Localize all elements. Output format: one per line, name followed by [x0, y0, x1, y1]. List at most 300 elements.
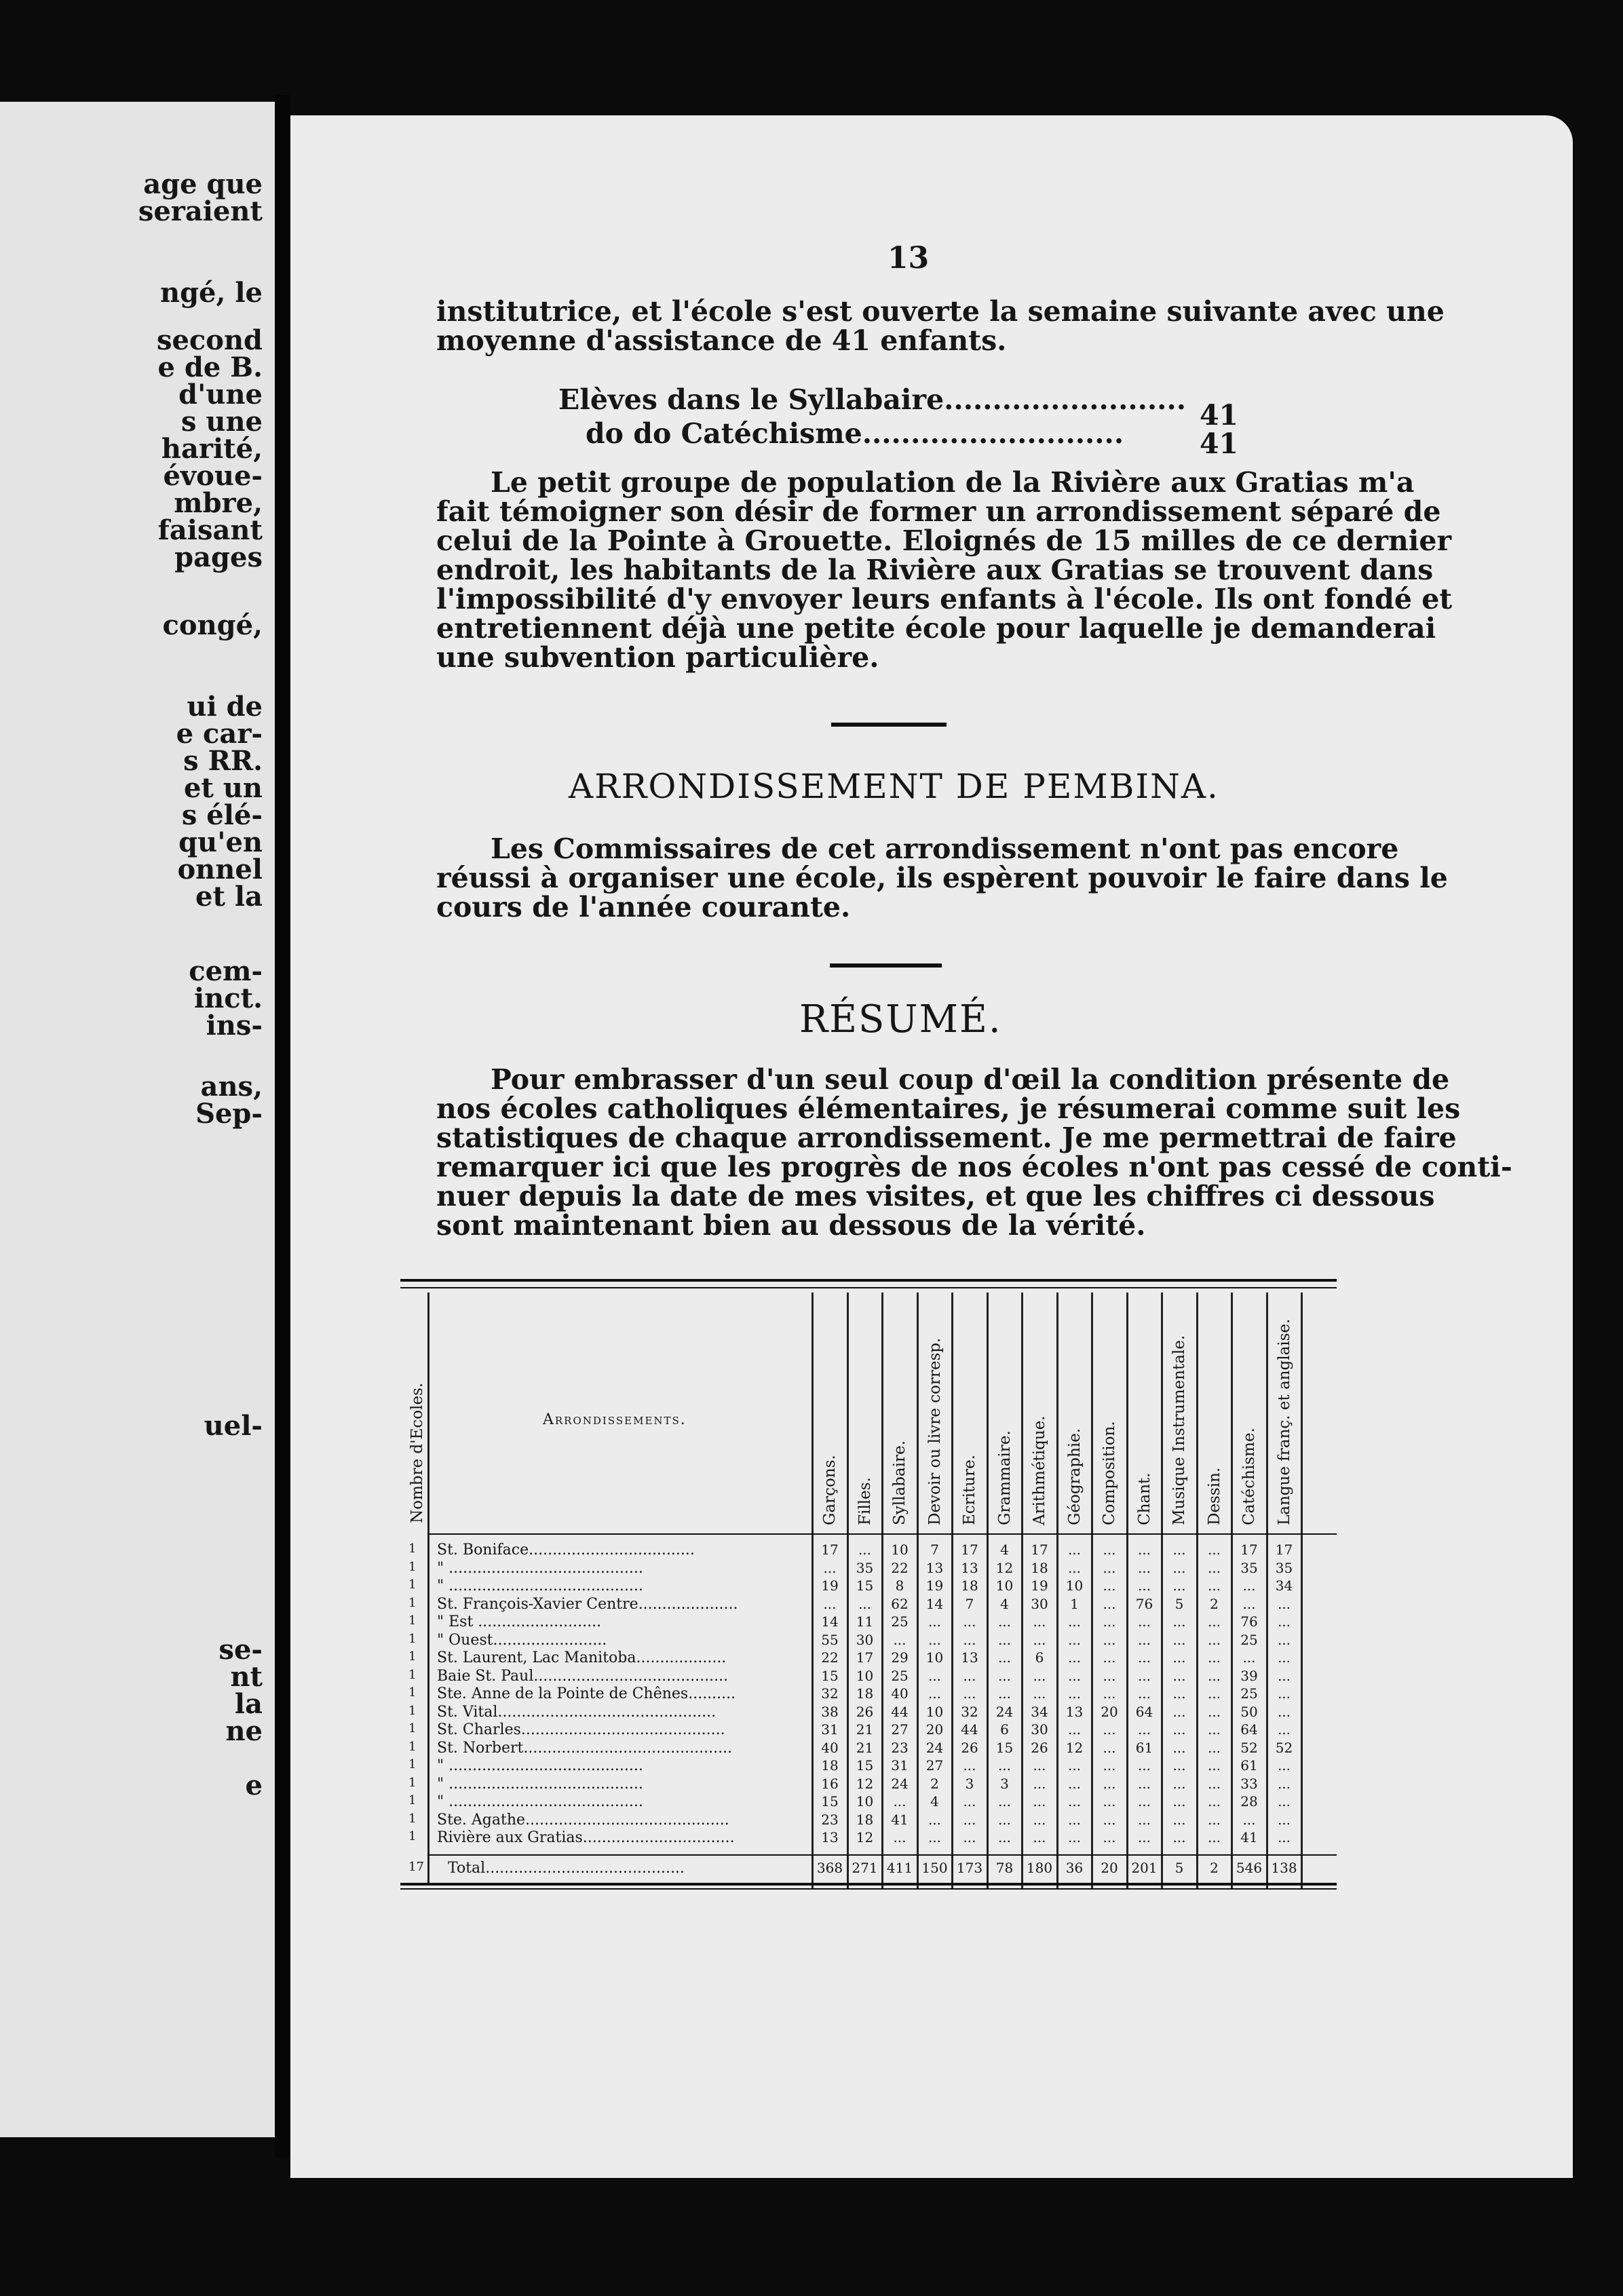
table-cell: 55 [821, 1631, 839, 1648]
column-rule [427, 1293, 429, 1883]
table-cell: ... [1207, 1703, 1221, 1720]
resume-line: remarquer ici que les progrès de nos écoles n'ont pas cessé de conti- [436, 1151, 1512, 1183]
table-cell: 34 [1275, 1577, 1293, 1594]
table-cell: ... [963, 1757, 976, 1774]
row-name: " ......................................... [437, 1793, 643, 1810]
row-name: Baie St. Paul......................................... [437, 1667, 729, 1685]
table-cell: ... [1137, 1775, 1151, 1792]
stat-syllabaire-value: 41 [1200, 399, 1239, 432]
resume-line: statistiques de chaque arrondissement. Je me permettrai de faire [436, 1122, 1457, 1154]
intro-line: moyenne d'assistance de 41 enfants. [436, 324, 1007, 357]
table-cell: ... [963, 1811, 976, 1828]
table-cell: 18 [961, 1577, 978, 1594]
table-cell: ... [1207, 1577, 1221, 1594]
table-cell: 35 [856, 1559, 874, 1576]
row-name: St. Boniface................................... [437, 1542, 695, 1558]
column-header: Composition. [1101, 1421, 1118, 1525]
left-page-line: harité, [161, 433, 263, 465]
table-cell: ... [1242, 1595, 1256, 1612]
school-count: 1 [408, 1559, 417, 1574]
left-page-line: d'une [178, 379, 263, 410]
school-count: 1 [408, 1703, 417, 1718]
table-cell: 17 [856, 1649, 874, 1666]
school-count: 1 [408, 1595, 417, 1610]
left-page-line: inct. [193, 982, 263, 1014]
table-cell: ... [1033, 1631, 1046, 1648]
row-name: St. Norbert............................................ [437, 1739, 733, 1757]
table-cell: ... [1103, 1649, 1116, 1666]
left-page-line: mbre, [174, 487, 263, 519]
table-cell: ... [1103, 1775, 1116, 1792]
gratias-line: une subvention particulière. [436, 641, 879, 674]
table-cell: ... [1067, 1775, 1082, 1792]
column-header: Ecriture. [961, 1455, 978, 1525]
total-cell: 150 [921, 1859, 948, 1876]
table-cell: 4 [1000, 1595, 1009, 1612]
table-cell: 44 [891, 1703, 909, 1720]
table-cell: ... [1242, 1649, 1256, 1666]
table-cell: ... [1103, 1757, 1116, 1774]
table-cell: ... [1103, 1739, 1116, 1756]
left-page-line: s RR. [183, 745, 263, 777]
left-page-line: ins- [206, 1010, 263, 1041]
table-cell: 8 [895, 1577, 904, 1594]
table-cell: ... [1277, 1721, 1291, 1738]
row-name: St. François-Xavier Centre..................... [437, 1595, 738, 1613]
school-count: 1 [408, 1685, 417, 1700]
table-cell: 38 [821, 1703, 839, 1720]
left-page-line: ans, [200, 1071, 263, 1103]
table-cell: 4 [1000, 1542, 1009, 1558]
table-cell: ... [858, 1595, 872, 1612]
table-cell: ... [1277, 1829, 1291, 1845]
table-cell: ... [1207, 1667, 1221, 1684]
row-name: Rivière aux Gratias................................ [437, 1829, 735, 1846]
table-cell: ... [1277, 1595, 1291, 1612]
table-cell: ... [893, 1829, 906, 1845]
left-page-line: second [156, 324, 263, 356]
table-cell: ... [1207, 1793, 1221, 1810]
table-cell: 64 [1135, 1703, 1153, 1720]
table-cell: ... [1103, 1721, 1116, 1738]
table-cell: 19 [1031, 1577, 1048, 1594]
table-cell: 20 [1101, 1703, 1118, 1720]
table-cell: 17 [1240, 1542, 1258, 1558]
table-cell: ... [1277, 1685, 1291, 1702]
column-header: Filles. [856, 1477, 874, 1525]
table-cell: 10 [856, 1667, 874, 1684]
table-cell: 12 [856, 1829, 874, 1845]
table-cell: ... [1103, 1793, 1116, 1810]
table-cell: 44 [961, 1721, 978, 1738]
table-cell: 26 [856, 1703, 874, 1720]
table-cell: ... [1103, 1811, 1116, 1828]
table-cell: 13 [961, 1559, 978, 1576]
table-cell: 25 [1240, 1685, 1258, 1702]
total-cell: 5 [1175, 1859, 1184, 1876]
gratias-line: l'impossibilité d'y envoyer leurs enfants à l'école. Ils ont fondé et [436, 583, 1453, 615]
gratias-line: entretiennent déjà une petite école pour laquelle je demanderai [436, 612, 1436, 645]
table-cell: ... [1103, 1631, 1116, 1648]
total-cell: 411 [886, 1859, 913, 1876]
table-cell: ... [1277, 1775, 1291, 1792]
left-page-line: s élé- [181, 799, 263, 831]
table-top-rule [400, 1279, 1337, 1282]
table-cell: ... [1137, 1757, 1151, 1774]
table-cell: ... [1172, 1577, 1186, 1594]
stat-catechisme-label: do do Catéchisme........................... [586, 417, 1124, 450]
left-page-line: qu'en [178, 826, 263, 858]
column-header: Devoir ou livre corresp. [925, 1337, 944, 1525]
school-count: 1 [408, 1649, 417, 1664]
row-name: " ......................................... [437, 1577, 643, 1594]
table-cell: ... [1103, 1829, 1116, 1845]
table-cell: 15 [856, 1757, 874, 1774]
table-cell: ... [963, 1613, 976, 1630]
table-cell: ... [997, 1685, 1012, 1702]
column-header: Géographie. [1065, 1428, 1084, 1525]
table-cell: 19 [821, 1577, 839, 1594]
table-cell: ... [1172, 1811, 1186, 1828]
table-cell: 15 [995, 1739, 1014, 1756]
table-cell: 1 [1070, 1595, 1079, 1612]
table-cell: 24 [995, 1703, 1014, 1720]
intro-line: institutrice, et l'école s'est ouverte la semaine suivante avec une [436, 295, 1445, 328]
table-cell: ... [823, 1559, 837, 1576]
resume-line: nuer depuis la date de mes visites, et que les chiffres ci dessous [436, 1180, 1435, 1212]
left-page-line: uel- [204, 1410, 263, 1442]
table-cell: ... [1207, 1685, 1221, 1702]
total-cell: 138 [1271, 1859, 1297, 1876]
table-cell: 10 [925, 1649, 944, 1666]
table-cell: ... [1033, 1685, 1046, 1702]
table-cell: ... [1067, 1811, 1082, 1828]
table-cell: 15 [856, 1577, 874, 1594]
table-cell: 6 [1000, 1721, 1009, 1738]
column-header: Dessin. [1205, 1467, 1223, 1525]
table-cell: 6 [1035, 1649, 1044, 1666]
pembina-line: cours de l'année courante. [436, 891, 851, 923]
total-cell: 2 [1210, 1859, 1219, 1876]
total-cell: 180 [1026, 1859, 1053, 1876]
table-cell: 52 [1275, 1739, 1293, 1756]
table-cell: ... [997, 1631, 1012, 1648]
table-cell: 13 [821, 1829, 839, 1845]
table-cell: 61 [1240, 1757, 1258, 1774]
table-cell: ... [1207, 1559, 1221, 1576]
table-cell: 26 [961, 1739, 978, 1756]
table-cell: ... [1207, 1829, 1221, 1845]
table-cell: 10 [995, 1577, 1014, 1594]
table-cell: ... [1033, 1829, 1046, 1845]
table-cell: 12 [995, 1559, 1014, 1576]
header-rule [427, 1533, 1337, 1535]
table-cell: ... [1207, 1613, 1221, 1630]
table-cell: ... [1172, 1757, 1186, 1774]
column-header: Chant. [1135, 1472, 1153, 1525]
table-cell: ... [1033, 1775, 1046, 1792]
school-count: 17 [408, 1859, 424, 1874]
table-cell: ... [1137, 1721, 1151, 1738]
table-cell: ... [963, 1667, 976, 1684]
left-page-line: et un [183, 772, 263, 804]
table-cell: ... [1067, 1649, 1082, 1666]
table-bottom-rule [400, 1888, 1337, 1890]
table-cell: ... [1277, 1703, 1291, 1720]
table-cell: 22 [891, 1559, 909, 1576]
table-cell: ... [1067, 1721, 1082, 1738]
table-cell: ... [997, 1667, 1012, 1684]
table-cell: 10 [1065, 1577, 1084, 1594]
table-cell: 32 [821, 1685, 839, 1702]
table-cell: ... [997, 1811, 1012, 1828]
table-cell: 29 [891, 1649, 909, 1666]
table-cell: 4 [930, 1793, 939, 1810]
column-header: Catéchisme. [1240, 1428, 1258, 1525]
total-cell: 173 [956, 1859, 983, 1876]
left-page-line: ui de [187, 691, 263, 723]
table-cell: 24 [891, 1775, 909, 1792]
table-cell: ... [1242, 1811, 1256, 1828]
table-cell: ... [997, 1757, 1012, 1774]
table-cell: 30 [856, 1631, 874, 1648]
table-cell: 23 [821, 1811, 839, 1828]
table-cell: ... [1067, 1613, 1082, 1630]
table-cell: ... [893, 1631, 906, 1648]
left-page-line: age que [143, 168, 263, 200]
table-cell: 32 [961, 1703, 978, 1720]
school-count: 1 [408, 1667, 417, 1682]
table-cell: ... [1207, 1811, 1221, 1828]
table-cell: ... [1137, 1685, 1151, 1702]
table-cell: ... [1277, 1631, 1291, 1648]
table-cell: 50 [1240, 1703, 1258, 1720]
table-cell: 52 [1240, 1739, 1258, 1756]
table-cell: 7 [965, 1595, 974, 1612]
school-count: 1 [408, 1811, 417, 1826]
table-cell: ... [1067, 1757, 1082, 1774]
resume-paragraph [436, 1065, 1623, 1240]
left-page-line: s une [180, 406, 263, 438]
total-cell: 20 [1101, 1859, 1118, 1876]
table-cell: 30 [1031, 1595, 1048, 1612]
table-cell: 23 [891, 1739, 909, 1756]
column-header: Grammaire. [995, 1430, 1014, 1525]
left-page-line: la [234, 1688, 263, 1720]
left-page-line: e [245, 1769, 263, 1801]
table-cell: ... [1277, 1667, 1291, 1684]
school-count: 1 [408, 1631, 417, 1646]
table-cell: 16 [821, 1775, 839, 1792]
arrondissements-header: Arrondissements. [543, 1411, 687, 1428]
intro-paragraph [436, 297, 1623, 356]
table-cell: 17 [821, 1542, 839, 1558]
table-cell: 39 [1240, 1667, 1258, 1684]
left-page-line: seraient [138, 195, 263, 227]
school-count: 1 [408, 1577, 417, 1592]
table-cell: 10 [925, 1703, 944, 1720]
table-cell: ... [1207, 1739, 1221, 1756]
total-cell: 78 [995, 1859, 1014, 1876]
table-cell: ... [1033, 1793, 1046, 1810]
table-cell: ... [928, 1829, 942, 1845]
table-cell: ... [997, 1829, 1012, 1845]
table-cell: 40 [891, 1685, 909, 1702]
table-cell: ... [1137, 1613, 1151, 1630]
resume-line: nos écoles catholiques élémentaires, je résumerai comme suit les [436, 1092, 1461, 1125]
row-name: St. Charles........................................... [437, 1721, 725, 1738]
nombre-ecoles-header: Nombre d'Ecoles. [408, 1382, 426, 1523]
table-cell: 25 [891, 1667, 909, 1684]
table-cell: 15 [821, 1793, 839, 1810]
table-cell: ... [1137, 1542, 1151, 1558]
stat-catechisme-value: 41 [1200, 427, 1239, 460]
table-cell: 21 [856, 1739, 874, 1756]
resume-line: Pour embrasser d'un seul coup d'œil la condition présente de [491, 1063, 1450, 1096]
table-cell: 12 [1065, 1739, 1084, 1756]
column-header: Syllabaire. [891, 1440, 909, 1525]
total-cell: 271 [852, 1859, 878, 1876]
table-cell: ... [1277, 1793, 1291, 1810]
table-cell: ... [963, 1829, 976, 1845]
table-cell: 13 [1065, 1703, 1084, 1720]
table-cell: ... [1067, 1793, 1082, 1810]
table-cell: 61 [1135, 1739, 1153, 1756]
table-cell: 40 [821, 1739, 839, 1756]
table-cell: 18 [821, 1757, 839, 1774]
left-page-line: évoue- [163, 460, 263, 492]
table-cell: 30 [1031, 1721, 1048, 1738]
left-page-line: cem- [189, 955, 263, 987]
table-cell: ... [963, 1631, 976, 1648]
row-name: Ste. Anne de la Pointe de Chênes.......... [437, 1685, 736, 1702]
left-page-line: faisant [157, 514, 263, 546]
table-cell: ... [1033, 1667, 1046, 1684]
table-cell: 31 [821, 1721, 839, 1738]
table-cell: ... [1172, 1649, 1186, 1666]
total-label: Total.......................................... [448, 1859, 685, 1877]
table-cell: 17 [961, 1542, 978, 1558]
table-cell: 34 [1031, 1703, 1048, 1720]
row-name: " Ouest........................ [437, 1631, 607, 1649]
table-cell: 26 [1031, 1739, 1048, 1756]
table-cell: ... [1137, 1559, 1151, 1576]
table-cell: ... [1137, 1829, 1151, 1845]
table-cell: ... [1207, 1721, 1221, 1738]
column-header: Garçons. [821, 1455, 839, 1525]
table-cell: ... [928, 1685, 942, 1702]
school-count: 1 [408, 1793, 417, 1807]
table-cell: 12 [856, 1775, 874, 1792]
page-number: 13 [887, 241, 930, 275]
gratias-line: celui de la Pointe à Grouette. Eloignés de 15 milles de ce dernier [436, 524, 1452, 557]
table-bottom-rule [400, 1883, 1337, 1886]
table-cell: 41 [891, 1811, 909, 1828]
table-cell: 18 [856, 1685, 874, 1702]
table-cell: ... [823, 1595, 837, 1612]
table-cell: 24 [925, 1739, 944, 1756]
table-cell: 10 [856, 1793, 874, 1810]
table-cell: ... [928, 1811, 942, 1828]
gratias-line: Le petit groupe de population de la Rivière aux Gratias m'a [491, 466, 1415, 499]
table-cell: ... [928, 1613, 942, 1630]
table-cell: ... [1103, 1559, 1116, 1576]
table-cell: 64 [1240, 1721, 1258, 1738]
row-name: " ......................................... [437, 1559, 643, 1577]
table-cell: ... [1277, 1649, 1291, 1666]
table-cell: ... [1172, 1793, 1186, 1810]
section-divider [830, 963, 942, 968]
table-cell: ... [893, 1793, 906, 1810]
table-cell: ... [1067, 1542, 1082, 1558]
table-cell: ... [928, 1667, 942, 1684]
table-cell: 33 [1240, 1775, 1258, 1792]
table-cell: ... [1277, 1811, 1291, 1828]
column-header: Langue franç. et anglaise. [1275, 1318, 1293, 1525]
pembina-line: réussi à organiser une école, ils espèrent pouvoir le faire dans le [436, 862, 1448, 894]
table-cell: ... [1103, 1667, 1116, 1684]
total-cell: 36 [1065, 1859, 1084, 1876]
left-page-line: pages [174, 541, 263, 573]
column-header: Musique Instrumentale. [1170, 1335, 1188, 1525]
table-cell: 10 [891, 1542, 909, 1558]
gratias-paragraph [436, 468, 1623, 672]
gratias-line: fait témoigner son désir de former un arrondissement séparé de [436, 495, 1441, 528]
school-count: 1 [408, 1721, 417, 1736]
table-cell: ... [1242, 1577, 1256, 1594]
row-name: St. Vital.............................................. [437, 1703, 717, 1721]
left-page-line: Sep- [195, 1098, 263, 1130]
resume-heading: RÉSUMÉ. [799, 997, 1002, 1041]
left-page-line: onnel [177, 854, 263, 885]
left-page-line: e car- [176, 718, 263, 750]
table-cell: ... [1172, 1667, 1186, 1684]
left-page-line: ngé, le [160, 277, 263, 309]
table-cell: ... [1277, 1613, 1291, 1630]
total-cell: 546 [1236, 1859, 1263, 1876]
table-cell: ... [1172, 1829, 1186, 1845]
table-cell: ... [1103, 1577, 1116, 1594]
table-cell: 27 [891, 1721, 909, 1738]
table-cell: 18 [856, 1811, 874, 1828]
left-page-line: congé, [162, 609, 263, 641]
table-cell: 62 [891, 1595, 909, 1612]
section-divider [831, 723, 947, 727]
school-count: 1 [408, 1757, 417, 1772]
table-cell: ... [1067, 1685, 1082, 1702]
table-cell: 2 [930, 1775, 939, 1792]
pembina-heading: ARRONDISSEMENT DE PEMBINA. [569, 767, 1219, 806]
table-cell: 27 [925, 1757, 944, 1774]
table-cell: 35 [1275, 1559, 1293, 1576]
school-count: 1 [408, 1542, 417, 1556]
table-cell: 3 [1000, 1775, 1009, 1792]
row-name: " ......................................... [437, 1775, 643, 1793]
pembina-paragraph [436, 835, 1623, 922]
table-cell: 18 [1031, 1559, 1048, 1576]
table-cell: ... [1033, 1757, 1046, 1774]
table-cell: ... [858, 1542, 872, 1558]
total-cell: 201 [1131, 1859, 1158, 1876]
table-cell: ... [997, 1613, 1012, 1630]
table-cell: ... [1067, 1829, 1082, 1845]
table-cell: ... [1277, 1757, 1291, 1774]
previous-page-fragment [0, 102, 275, 2137]
left-page-line: nt [230, 1661, 263, 1693]
table-cell: ... [1172, 1739, 1186, 1756]
table-cell: ... [963, 1685, 976, 1702]
table-cell: ... [1207, 1757, 1221, 1774]
